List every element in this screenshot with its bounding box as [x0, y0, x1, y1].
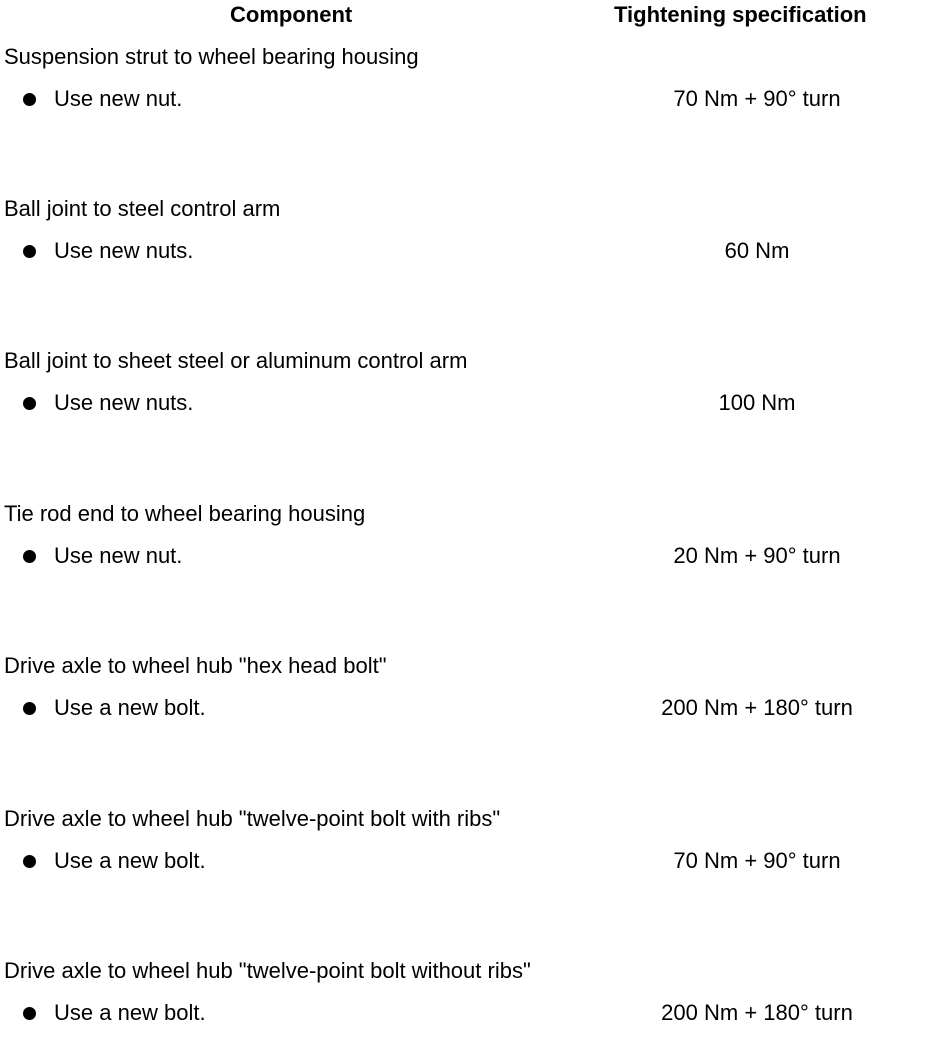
bullet-icon: [23, 397, 36, 410]
component-column-header: Component: [230, 2, 353, 27]
tightening-spec-value: 60 Nm: [724, 238, 790, 263]
tightening-spec-value: 100 Nm: [718, 390, 796, 415]
note-line: [0, 238, 928, 264]
bullet-icon: [23, 550, 36, 563]
component-name: Tie rod end to wheel bearing housing: [4, 501, 366, 526]
table-row: [0, 44, 928, 144]
table-row: [0, 653, 928, 753]
specification-column-header: Tightening specification: [614, 2, 867, 27]
note-line: [0, 543, 928, 569]
component-name: Suspension strut to wheel bearing housing: [4, 44, 419, 69]
component-note: Use new nuts.: [54, 238, 194, 263]
component-name: Drive axle to wheel hub "hex head bolt": [4, 653, 387, 678]
component-name: Drive axle to wheel hub "twelve-point bolt with ribs": [4, 806, 501, 831]
component-note: Use a new bolt.: [54, 848, 206, 873]
tightening-spec-value: 70 Nm + 90° turn: [673, 848, 841, 873]
component-note: Use new nuts.: [54, 390, 194, 415]
tightening-spec-value: 20 Nm + 90° turn: [673, 543, 841, 568]
component-note: Use a new bolt.: [54, 1000, 206, 1025]
component-note: Use new nut.: [54, 86, 183, 111]
table-row: [0, 501, 928, 601]
note-line: [0, 695, 928, 721]
tightening-spec-value: 200 Nm + 180° turn: [661, 695, 853, 720]
bullet-icon: [23, 1007, 36, 1020]
bullet-icon: [23, 702, 36, 715]
component-name: Drive axle to wheel hub "twelve-point bolt without ribs": [4, 958, 531, 983]
table-row: [0, 958, 928, 1058]
component-note: Use new nut.: [54, 543, 183, 568]
bullet-icon: [23, 855, 36, 868]
table-row: [0, 348, 928, 448]
component-name: Ball joint to sheet steel or aluminum control arm: [4, 348, 468, 373]
component-note: Use a new bolt.: [54, 695, 206, 720]
table-row: [0, 806, 928, 906]
tightening-spec-value: 70 Nm + 90° turn: [673, 86, 841, 111]
note-line: [0, 86, 928, 112]
bullet-icon: [23, 245, 36, 258]
note-line: [0, 1000, 928, 1026]
component-name: Ball joint to steel control arm: [4, 196, 281, 221]
table-row: [0, 196, 928, 296]
bullet-icon: [23, 93, 36, 106]
note-line: [0, 848, 928, 874]
tightening-spec-value: 200 Nm + 180° turn: [661, 1000, 853, 1025]
note-line: [0, 390, 928, 416]
